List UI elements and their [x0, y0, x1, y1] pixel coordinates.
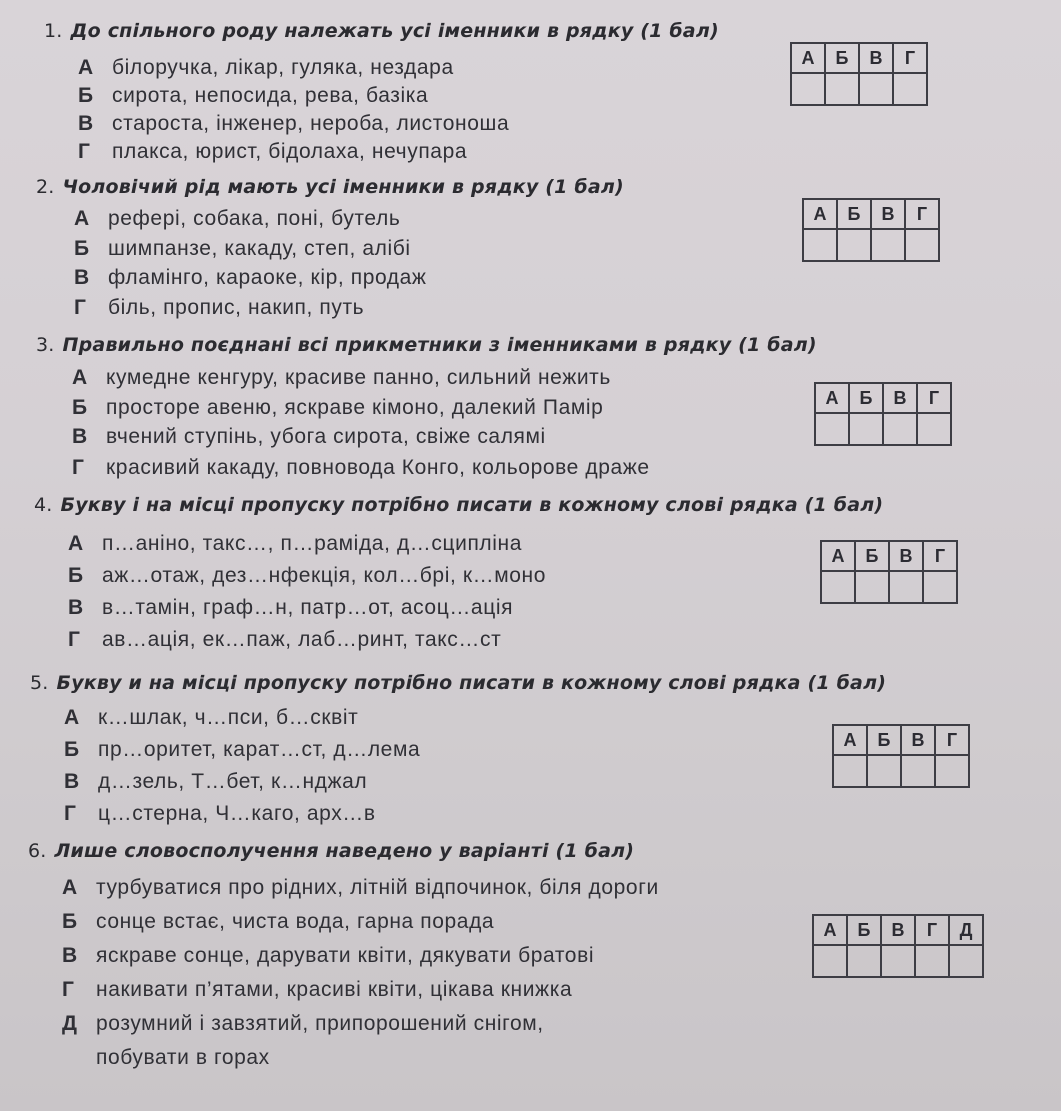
question-4-title [34, 494, 883, 516]
question-6-number: 6. [28, 840, 47, 862]
q5-option-d: Г ц…стерна, Ч…каго, арх…в [64, 802, 376, 825]
q1-answer-cell-c[interactable] [859, 73, 893, 105]
q3-answer-grid [814, 382, 952, 446]
q1-answer-cell-a[interactable] [791, 73, 825, 105]
q5-grid-header-d: Г [935, 725, 969, 755]
q6-answer-cell-e[interactable] [949, 945, 983, 977]
q3-answer-cell-c[interactable] [883, 413, 917, 445]
q2-answer-cell-c[interactable] [871, 229, 905, 261]
q1-answer-cell-d[interactable] [893, 73, 927, 105]
q4-grid-header-b: Б [855, 541, 889, 571]
q1-grid-header-c: В [859, 43, 893, 73]
question-2-text: Чоловічий рід мають усі іменники в рядку (1 бал) [62, 176, 624, 198]
q2-answer-grid [802, 198, 940, 262]
q6-option-e-continued: побувати в горах [96, 1046, 270, 1069]
q6-option-b: Б сонце встає, чиста вода, гарна порада [62, 910, 495, 933]
q3-grid-header-d: Г [917, 383, 951, 413]
q4-option-c: В в…тамін, граф…н, патр…от, асоц…ація [68, 596, 514, 619]
q4-answer-cell-b[interactable] [855, 571, 889, 603]
q6-option-e: Д розумний і завзятий, припорошений снігом, [62, 1012, 544, 1035]
question-5-title [30, 672, 886, 694]
q6-answer-cell-b[interactable] [847, 945, 881, 977]
question-3-text: Правильно поєднані всі прикметники з іменниками в рядку (1 бал) [62, 334, 817, 356]
q2-grid-header-c: В [871, 199, 905, 229]
q5-answer-cell-a[interactable] [833, 755, 867, 787]
q5-answer-cell-b[interactable] [867, 755, 901, 787]
q4-answer-cell-c[interactable] [889, 571, 923, 603]
question-5-number: 5. [30, 672, 49, 694]
q5-grid-header-a: А [833, 725, 867, 755]
question-3-number: 3. [36, 334, 55, 356]
q6-option-c: В яскраве сонце, дарувати квіти, дякувати братові [62, 944, 595, 967]
q5-answer-cell-c[interactable] [901, 755, 935, 787]
q5-grid-header-b: Б [867, 725, 901, 755]
q3-option-b: Б просторе авеню, яскраве кімоно, далекий Памір [72, 396, 604, 419]
question-3-title [36, 334, 817, 356]
q1-grid-header-d: Г [893, 43, 927, 73]
q3-answer-cell-a[interactable] [815, 413, 849, 445]
q4-grid-header-d: Г [923, 541, 957, 571]
q1-answer-cell-b[interactable] [825, 73, 859, 105]
q1-option-a: А білоручка, лікар, гуляка, нездара [78, 56, 454, 79]
q6-option-d: Г накивати п’ятами, красиві квіти, цікава книжка [62, 978, 573, 1001]
q6-grid-header-e: Д [949, 915, 983, 945]
q2-grid-header-b: Б [837, 199, 871, 229]
q6-answer-grid [812, 914, 984, 978]
q6-answer-cell-c[interactable] [881, 945, 915, 977]
q2-option-b: Б шимпанзе, какаду, степ, алібі [74, 237, 411, 260]
q5-answer-grid [832, 724, 970, 788]
question-1-title [44, 20, 719, 42]
q4-answer-cell-d[interactable] [923, 571, 957, 603]
q3-answer-cell-d[interactable] [917, 413, 951, 445]
q2-answer-cell-b[interactable] [837, 229, 871, 261]
q3-option-a: А кумедне кенгуру, красиве панно, сильний нежить [72, 366, 611, 389]
q3-answer-cell-b[interactable] [849, 413, 883, 445]
q2-option-a: А рефері, собака, поні, бутель [74, 207, 401, 230]
question-2-number: 2. [36, 176, 55, 198]
q3-option-c: В вчений ступінь, убога сирота, свіже салямі [72, 425, 546, 448]
q1-answer-grid [790, 42, 928, 106]
q4-grid-header-a: А [821, 541, 855, 571]
question-4-number: 4. [34, 494, 53, 516]
q5-option-a: А к…шлак, ч…пси, б…сквіт [64, 706, 359, 729]
q1-grid-header-a: А [791, 43, 825, 73]
q5-grid-header-c: В [901, 725, 935, 755]
q2-answer-cell-a[interactable] [803, 229, 837, 261]
q3-grid-header-c: В [883, 383, 917, 413]
q2-option-c: В фламінго, караоке, кір, продаж [74, 266, 427, 289]
q6-answer-cell-d[interactable] [915, 945, 949, 977]
q6-answer-cell-a[interactable] [813, 945, 847, 977]
q2-grid-header-d: Г [905, 199, 939, 229]
question-1-text: До спільного роду належать усі іменники в рядку (1 бал) [70, 20, 719, 42]
q2-answer-cell-d[interactable] [905, 229, 939, 261]
q2-option-d: Г біль, пропис, накип, путь [74, 296, 365, 319]
q3-grid-header-a: А [815, 383, 849, 413]
q6-grid-header-c: В [881, 915, 915, 945]
question-6-text: Лише словосполучення наведено у варіанті (1 бал) [54, 840, 635, 862]
question-4-text: Букву і на місці пропуску потрібно писати в кожному слові рядка (1 бал) [60, 494, 884, 516]
question-2-title [36, 176, 624, 198]
q6-grid-header-d: Г [915, 915, 949, 945]
q4-option-b: Б аж…отаж, дез…нфекція, кол…брі, к…моно [68, 564, 547, 587]
q4-answer-grid [820, 540, 958, 604]
q4-option-a: А п…аніно, такс…, п…раміда, д…сципліна [68, 532, 523, 555]
q1-option-c: В староста, інженер, нероба, листоноша [78, 112, 510, 135]
question-6-title [28, 840, 634, 862]
q6-option-a: А турбуватися про рідних, літній відпочинок, біля дороги [62, 876, 659, 899]
q1-option-d: Г плакса, юрист, бідолаха, нечупара [78, 140, 468, 163]
q5-option-c: В д…зель, Т…бет, к…нджал [64, 770, 368, 793]
q1-grid-header-b: Б [825, 43, 859, 73]
q5-answer-cell-d[interactable] [935, 755, 969, 787]
q4-answer-cell-a[interactable] [821, 571, 855, 603]
q3-option-d: Г красивий какаду, повновода Конго, кольорове драже [72, 456, 650, 479]
q6-grid-header-a: А [813, 915, 847, 945]
q5-option-b: Б пр…оритет, карат…ст, д…лема [64, 738, 421, 761]
question-1-number: 1. [44, 20, 63, 42]
q4-grid-header-c: В [889, 541, 923, 571]
q4-option-d: Г ав…ація, ек…паж, лаб…ринт, такс…ст [68, 628, 502, 651]
q6-grid-header-b: Б [847, 915, 881, 945]
question-5-text: Букву и на місці пропуску потрібно писати в кожному слові рядка (1 бал) [56, 672, 887, 694]
q1-option-b: Б сирота, непосида, рева, базіка [78, 84, 429, 107]
q2-grid-header-a: А [803, 199, 837, 229]
q3-grid-header-b: Б [849, 383, 883, 413]
